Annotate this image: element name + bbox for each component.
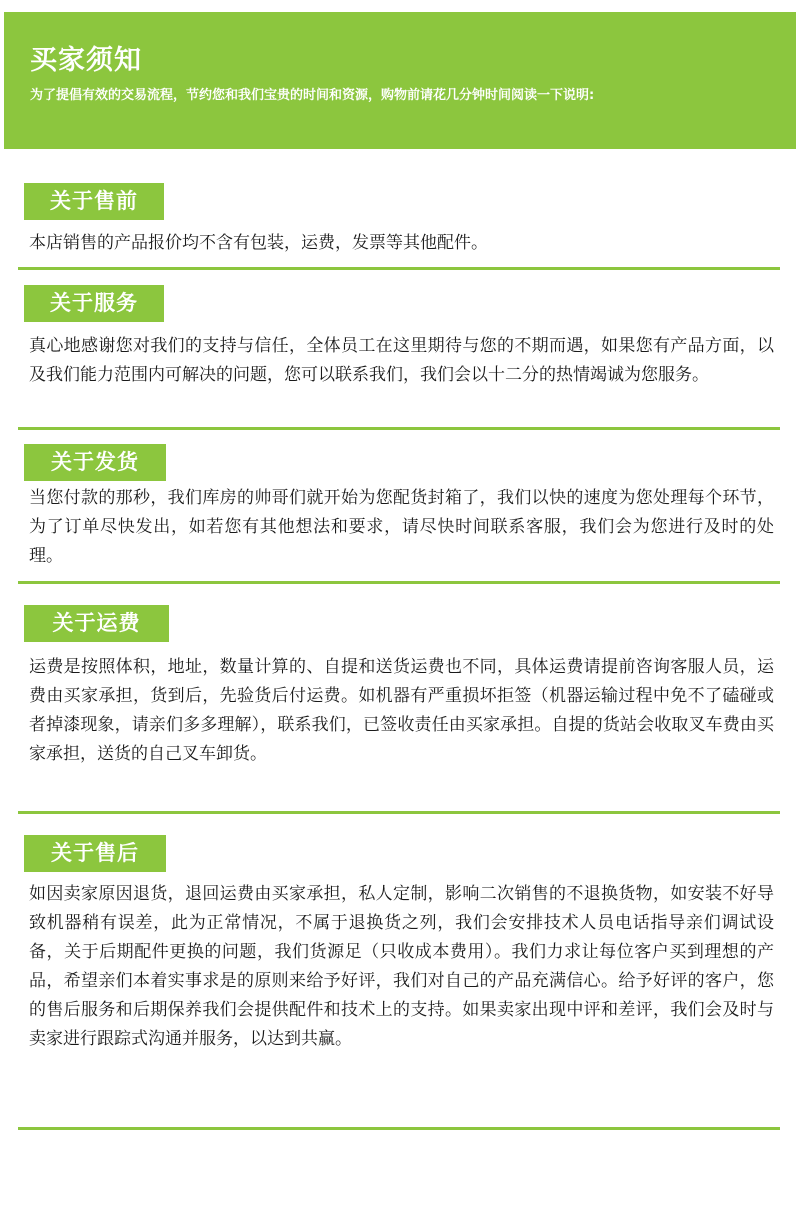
section-divider [18,581,780,584]
header-banner [4,12,796,149]
section-divider [18,267,780,270]
section-heading: 关于运费 [24,605,169,642]
section-divider [18,427,780,430]
section-body: 运费是按照体积，地址，数量计算的、自提和送货运费也不同，具体运费请提前咨询客服人员，运费由买家承担，货到后，先验货后付运费。如机器有严重损坏拒签（机器运输过程中免不了磕碰或者掉漆现象，请亲们多多理解），联系我们，已签收责任由买家承担。自提的货站会收取叉车费由买家承担，送货的自己叉车卸货。 [29,657,774,764]
section-heading: 关于售前 [24,183,164,220]
section-body: 当您付款的那秒，我们库房的帅哥们就开始为您配货封箱了，我们以快的速度为您处理每个环节，为了订单尽快发出，如若您有其他想法和要求，请尽快时间联系客服，我们会为您进行及时的处理。 [29,488,774,566]
page-title: 买家须知 [30,45,142,76]
section-body: 本店销售的产品报价均不含有包装，运费，发票等其他配件。 [29,233,488,253]
section-heading: 关于发货 [24,444,166,481]
page-subtitle: 为了提倡有效的交易流程，节约您和我们宝贵的时间和资源，购物前请花几分钟时间阅读一下说明: [30,88,595,103]
section-body: 真心地感谢您对我们的支持与信任，全体员工在这里期待与您的不期而遇，如果您有产品方面，以及我们能力范围内可解决的问题，您可以联系我们，我们会以十二分的热情竭诚为您服务。 [29,336,774,385]
section-body: 如因卖家原因退货，退回运费由买家承担，私人定制，影响二次销售的不退换货物，如安装不好导致机器稍有误差，此为正常情况，不属于退换货之列，我们会安排技术人员电话指导亲们调试设备，关于后期配件更换的问题，我们货源足（只收成本费用）。我们力求让每位客户买到理想的产品，希望亲们本着实事求是的原则来给予好评，我们对自己的产品充满信心。给予好评的客户，您的售后服务和后期保养我们会提供配件和技术上的支持。如果卖家出现中评和差评，我们会及时与卖家进行跟踪式沟通并服务，以达到共赢。 [29,884,774,1049]
section-heading: 关于服务 [24,285,164,322]
section-divider [18,811,780,814]
section-divider [18,1127,780,1130]
section-heading: 关于售后 [24,835,166,872]
